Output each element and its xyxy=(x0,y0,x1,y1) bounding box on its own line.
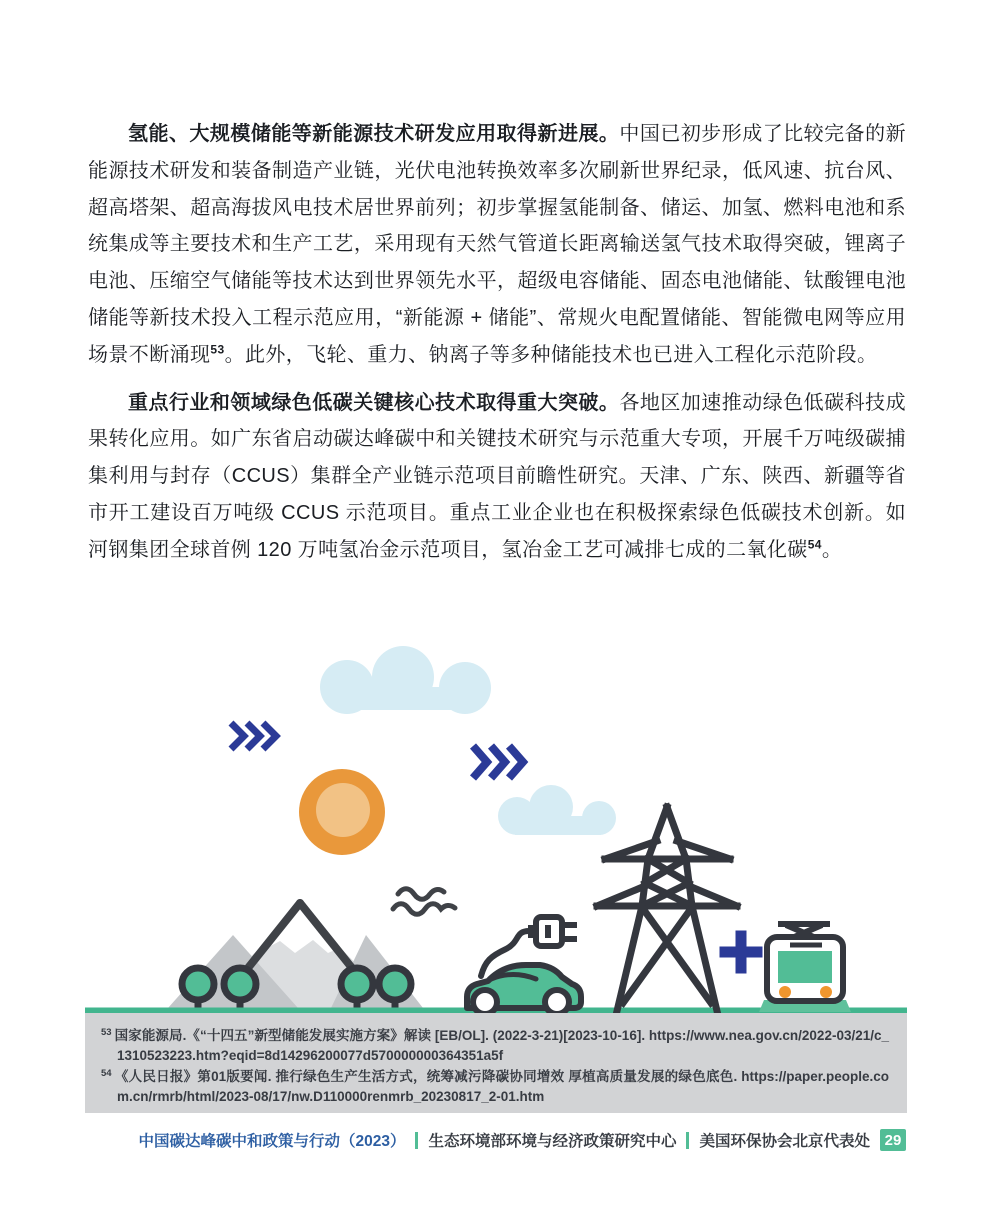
footnote-text: 《人民日报》第01版要闻. 推行绿色生产生活方式，统筹减污降碳协同增效 厚植高质量发展的绿色底色. https://paper.people.com.cn/rmrb/html/2023-08/17/nw.D110000renmrb_20230817_2-01.htm xyxy=(114,1069,889,1104)
sun-icon xyxy=(299,769,385,855)
paragraph-body: 各地区加速推动绿色低碳科技成果转化应用。如广东省启动碳达峰碳中和关键技术研究与示范重大专项，开展千万吨级碳捕集利用与封存（CCUS）集群全产业链示范项目前瞻性研究。天津、广东、陕西、新疆等省市开工建设百万吨级 CCUS 示范项目。重点工业企业也在积极探索绿色低碳技术创新。如河钢集团全球首例 120 万吨氢冶金示范项目，氢冶金工艺可减排七成的二氧化碳 xyxy=(88,391,906,561)
footer-org-policy-center: 生态环境部环境与经济政策研究中心 xyxy=(428,1133,677,1150)
report-title: 中国碳达峰碳中和政策与行动（2023） xyxy=(138,1133,406,1150)
footnote-box xyxy=(85,1013,907,1113)
paragraph-body: 中国已初步形成了比较完备的新能源技术研发和装备制造产业链，光伏电池转换效率多次刷新世界纪录，低风速、抗台风、超高塔架、超高海拔风电技术居世界前列；初步掌握氢能制备、储运、加氢、燃料电池和系统集成等主要技术和生产工艺，采用现有天然气管道长距离输送氢气技术取得突破，锂离子电池、压缩空气储能等技术达到世界领先水平，超级电容储能、固态电池储能、钛酸锂电池储能等新技术投入工程示范应用，“新能源 + 储能”、常规火电配置储能、智能微电网等应用场景不断涌现 xyxy=(88,123,906,366)
page-footer xyxy=(0,1127,906,1153)
footnote-text: 国家能源局.《“十四五”新型储能发展实施方案》解读 [EB/OL]. (2022-3-21)[2023-10-16]. https://www.nea.gov.cn/2022-03/21/c_1310523223.htm?eqid=8d14296200077d570000000364351a5f xyxy=(114,1028,889,1063)
cloud-icon xyxy=(320,646,491,714)
footer-divider xyxy=(415,1132,418,1149)
transmission-tower-icon xyxy=(597,807,737,1011)
paragraph-lead: 重点行业和领域绿色低碳关键核心技术取得重大突破。 xyxy=(128,391,620,414)
cloud-icon xyxy=(498,785,616,835)
footnote-marker: 54 xyxy=(101,1067,112,1079)
footnote-ref-54: 54 xyxy=(807,537,822,552)
footnote-54 xyxy=(101,1067,889,1107)
footnote-ref-53: 53 xyxy=(210,342,225,357)
footnote-53 xyxy=(101,1026,889,1066)
footer-org-edf-beijing: 美国环保协会北京代表处 xyxy=(699,1133,870,1150)
footnote-marker: 53 xyxy=(101,1026,112,1038)
paragraph-lead: 氢能、大规模储能等新能源技术研发应用取得新进展。 xyxy=(128,123,620,145)
tram-icon xyxy=(759,924,851,1012)
clean-energy-illustration xyxy=(85,645,907,1015)
paragraph-hydrogen-storage xyxy=(88,116,906,374)
paragraph-tail: 。此外，飞轮、重力、钠离子等多种储能技术也已进入工程化示范阶段。 xyxy=(224,343,878,366)
paragraph-tail: 。 xyxy=(821,538,843,561)
fast-forward-arrows-icon xyxy=(231,723,276,749)
page-number-badge: 29 xyxy=(880,1129,906,1151)
fast-forward-arrows-icon xyxy=(473,746,523,778)
waves-icon xyxy=(393,889,455,915)
plus-icon xyxy=(725,936,757,968)
paragraph-green-tech xyxy=(88,385,906,569)
footer-divider xyxy=(686,1132,689,1149)
body-text xyxy=(88,116,906,569)
